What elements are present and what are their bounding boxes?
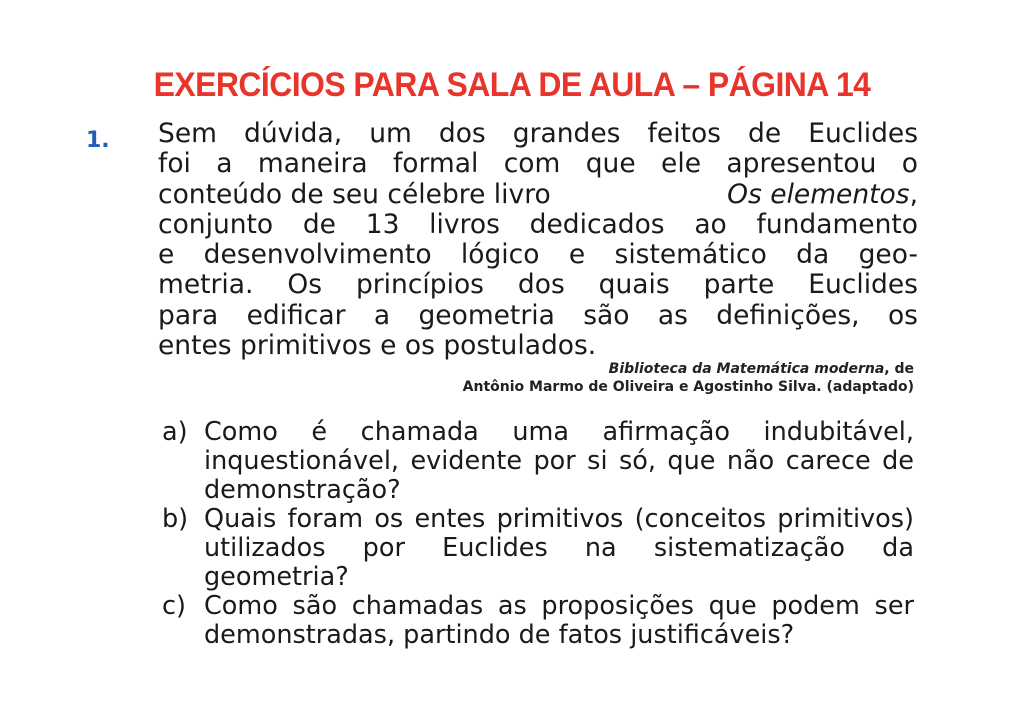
subquestion-letter: a) [162,417,188,447]
paragraph-line: entes primitivos e os postulados. [158,330,597,362]
page-title: EXERCÍCIOS PARA SALA DE AULA – PÁGINA 14 [153,66,871,104]
paragraph-line: e desenvolvimento lógico e sistemático da geo- [158,239,918,271]
subquestion-text: Quais foram os entes primitivos (conceitos primitivos) utilizados por Euclides na sistematização da geometria? [204,504,914,592]
book-title: Os elementos [727,178,910,210]
subquestion-text: Como é chamada uma afirmação indubitável, inquestionável, evidente por si só, que não carece de demonstração? [204,417,914,505]
subquestion-letter: c) [162,591,186,621]
source-authors: Antônio Marmo de Oliveira e Agostinho Silva. (adaptado) [462,379,914,395]
subquestion-c [162,592,914,650]
source-title: Biblioteca da Matemática moderna [608,361,885,377]
paragraph-line: para edificar a geometria são as definições, os [158,299,918,331]
question-paragraph [158,119,918,361]
subquestion-letter: b) [162,504,189,534]
paragraph-line-text: conteúdo de seu célebre livro [158,178,560,210]
paragraph-line [158,180,918,210]
book-title-suffix: , [909,178,918,210]
paragraph-line: conjunto de 13 livros dedicados ao fundamento [158,208,918,240]
subquestion-text: Como são chamadas as proposições que podem ser demonstradas, partindo de fatos justificáveis? [204,591,914,650]
source-title-suffix: , de [884,361,914,377]
subquestion-list [162,418,914,650]
subquestion-a [162,418,914,505]
source-citation [354,360,914,396]
subquestion-b [162,505,914,592]
question-number: 1. [86,128,110,153]
paragraph-line: metria. Os princípios dos quais parte Euclides [158,269,918,301]
paragraph-line: Sem dúvida, um dos grandes feitos de Euclides [158,118,918,149]
paragraph-line: foi a maneira formal com que ele apresentou o [158,148,918,180]
